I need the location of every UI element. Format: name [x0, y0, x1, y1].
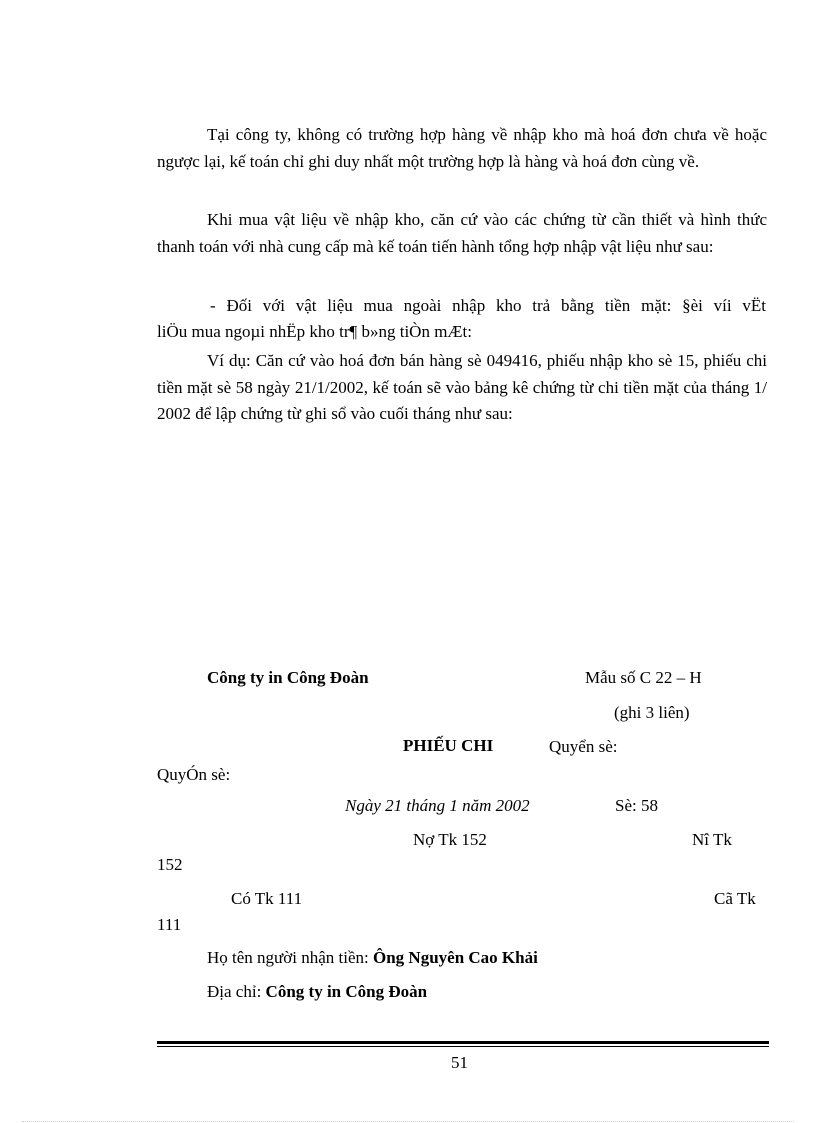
page-bottom-divider	[22, 1121, 794, 1122]
paragraph-4-text: Ví dụ: Căn cứ vào hoá đơn bán hàng sè 049416, phiếu nhập kho sè 15, phiếu chi tiền mặt sè 58 ngày 21/1/2002, kế toán sẽ vào bảng kê chứng từ chi tiền mặt của tháng 1/ 2002 để lập chứng từ ghi sổ vào cuối tháng như sau:	[157, 351, 767, 423]
receiver-name: Ông Nguyên Cao Khải	[372, 948, 538, 967]
address-label: Địa chỉ:	[207, 982, 262, 1001]
copies-note: (ghi 3 liên)	[614, 703, 690, 722]
paragraph-2	[157, 207, 767, 260]
voucher-number: Sè: 58	[615, 796, 658, 815]
voucher-date: Ngày 21 tháng 1 năm 2002	[345, 796, 530, 815]
receiver-line	[207, 948, 538, 968]
paragraph-3-line-1-text: - Đối với vật liệu mua ngoài nhập kho trả bằng tiền mặt: §èi víi vËt	[210, 296, 766, 315]
credit-account-number: 111	[157, 915, 182, 934]
address-line	[207, 982, 427, 1002]
paragraph-4	[157, 348, 767, 428]
paragraph-1-text: Tại công ty, không có trường hợp hàng về nhập kho mà hoá đơn chưa về hoặc ngược lại, kế toán chỉ ghi duy nhất một trường hợp là hàng và hoá đơn cùng về.	[157, 125, 767, 171]
address-value: Công ty in Công Đoàn	[265, 982, 428, 1001]
form-number: Mẫu số C 22 – H	[585, 668, 702, 687]
footer-rule-thin	[157, 1046, 769, 1047]
credit-account-garbled: Cã Tk	[714, 889, 756, 908]
book-label: Quyển sè:	[549, 737, 618, 756]
credit-account: Có Tk 111	[231, 889, 303, 908]
book-label-garbled: QuyÓn sè:	[157, 765, 231, 784]
footer-rule-thick	[157, 1041, 769, 1044]
debit-account-garbled: Nî Tk	[692, 830, 732, 849]
paragraph-2-text: Khi mua vật liệu về nhập kho, căn cứ vào các chứng từ cần thiết và hình thức thanh toán với nhà cung cấp mà kế toán tiến hành tổng hợp nhập vật liệu như sau:	[157, 210, 767, 256]
debit-account-number: 152	[157, 855, 183, 874]
paragraph-3-line-2: liÖu mua ngoµi nhËp kho tr¶ b»ng tiÒn mÆt:	[157, 322, 472, 341]
paragraph-1	[157, 122, 767, 175]
debit-account: Nợ Tk 152	[413, 830, 487, 849]
page-number: 51	[451, 1053, 468, 1072]
company-name: Công ty in Công Đoàn	[207, 668, 369, 687]
paragraph-3-line-1	[210, 296, 766, 316]
voucher-title: PHIẾU CHI	[403, 736, 494, 755]
receiver-label: Họ tên người nhận tiền:	[207, 948, 369, 967]
